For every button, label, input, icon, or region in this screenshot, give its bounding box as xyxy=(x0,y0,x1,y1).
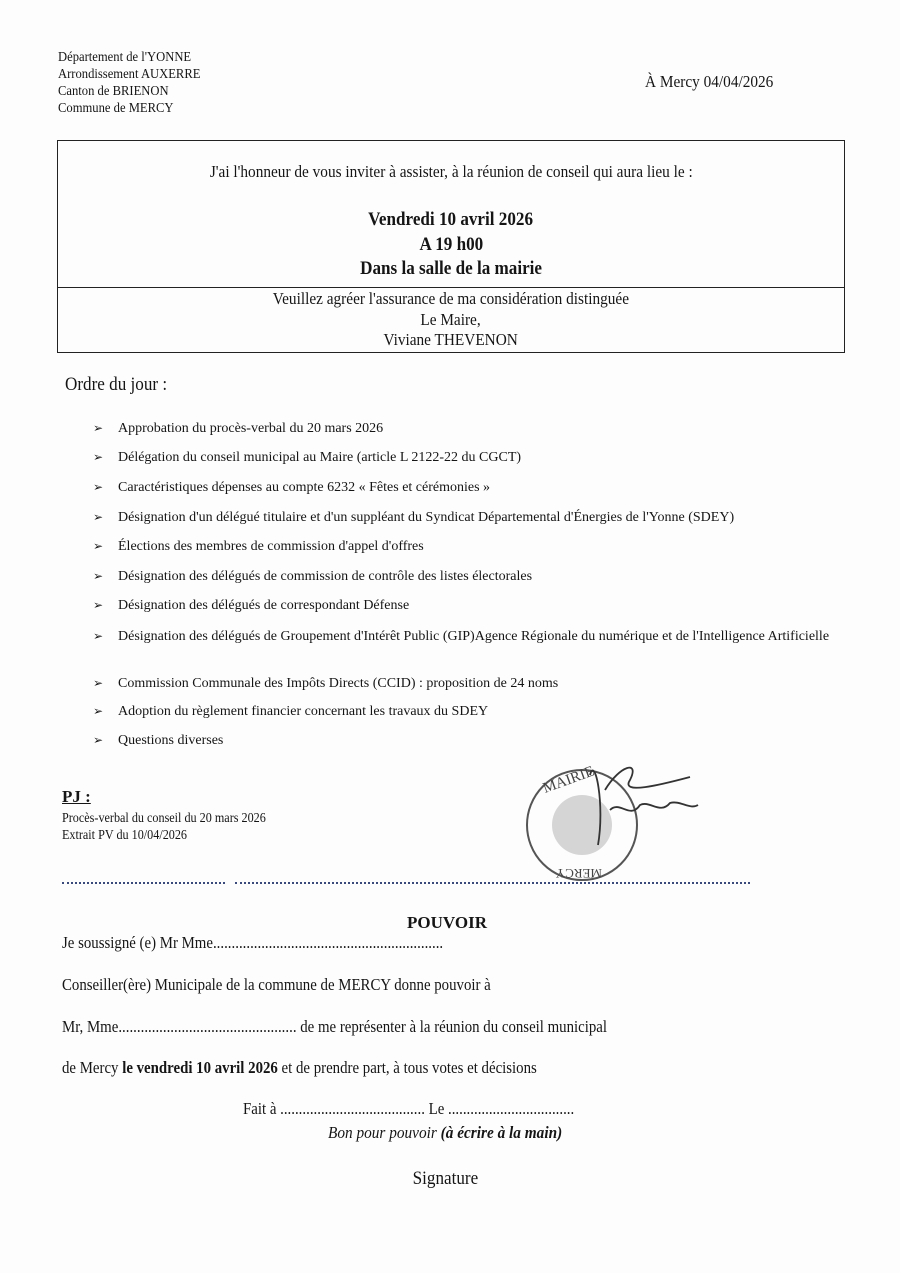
arrow-bullet-icon: ➢ xyxy=(93,569,104,583)
box-divider xyxy=(58,287,844,288)
arrow-bullet-icon: ➢ xyxy=(93,629,104,643)
department-line: Département de l'YONNE xyxy=(58,50,192,65)
proxy-bon-pour-pouvoir: Bon pour pouvoir (à écrire à la main) xyxy=(327,1123,563,1142)
mayor-stamp-signature xyxy=(520,745,710,885)
proxy-place-date: Fait à ....................................... Le .................................. xyxy=(243,1099,575,1118)
arrow-bullet-icon: ➢ xyxy=(93,450,104,464)
arrow-bullet-icon: ➢ xyxy=(93,539,104,553)
proxy-title: POUVOIR xyxy=(407,913,487,932)
invitation-intro: J'ai l'honneur de vous inviter à assister, à la réunion de conseil qui aura lieu le : xyxy=(209,162,693,181)
attachment-item: Extrait PV du 10/04/2026 xyxy=(62,827,188,842)
invitation-box xyxy=(57,140,845,353)
arrow-bullet-icon: ➢ xyxy=(93,704,104,718)
dotted-separator xyxy=(62,882,225,884)
dotted-separator xyxy=(235,882,750,884)
arrow-bullet-icon: ➢ xyxy=(93,598,104,612)
proxy-signature-label: Signature xyxy=(412,1168,478,1189)
meeting-day: Vendredi 10 avril 2026 xyxy=(368,209,534,230)
closing-formula: Veuillez agréer l'assurance de ma considération distinguée xyxy=(272,289,630,308)
proxy-line-signatory: Je soussigné (e) Mr Mme.............................................................. xyxy=(62,933,444,952)
agenda-title: Ordre du jour : xyxy=(65,374,168,395)
stamp-bottom-text: MERCY xyxy=(555,866,602,881)
mayor-role: Le Maire, xyxy=(420,310,482,329)
proxy-line-meeting: de Mercy le vendredi 10 avril 2026 et de prendre part, à tous votes et décisions xyxy=(62,1058,537,1077)
stamp-top-text: MAIRIE xyxy=(540,763,597,797)
arrow-bullet-icon: ➢ xyxy=(93,480,104,494)
letter-date: À Mercy 04/04/2026 xyxy=(645,72,774,91)
commune-line: Commune de MERCY xyxy=(58,101,174,116)
meeting-time: A 19 h00 xyxy=(419,234,483,255)
arrondissement-line: Arrondissement AUXERRE xyxy=(58,67,201,82)
arrow-bullet-icon: ➢ xyxy=(93,421,104,435)
arrow-bullet-icon: ➢ xyxy=(93,676,104,690)
arrow-bullet-icon: ➢ xyxy=(93,733,104,747)
document-page: Département de l'YONNE Arrondissement AUXERRE Canton de BRIENON Commune de MERCY À Mercy 04/04/2026 J'ai l'honneur de vous inviter à assister, à la réunion de conseil qui aura lieu le : Vendredi 10 avril 2026 A 19 h00 Dans la salle de la mairie Veuillez agréer l'assurance de ma considération distinguée Le Maire, Viviane THEVENON Ordre du jour : ➢ Approbation du procès-verbal du 20 mars 2026 ➢ Délégation du conseil municipal au Maire (article L 2122-22 du CGCT) ➢ Caractéristiques dépenses au compte 6232 « Fêtes et cérémonies » ➢ Désignation d'un délégué titulaire et d'un suppléant du Syndicat Départemental d'Énergies de l'Yonne (SDEY) ➢ Élections des membres de commission d'appel d'offres ➢ Désignation des délégués de commission de contrôle des listes électorales ➢ Désignation des délégués de correspondant Défense ➢ Désignation des délégués de Groupement d'Intérêt Public (GIP)Agence Régionale du numérique et de l'Intelligence Artificielle ➢ Commission Communale des Impôts Directs (CCID) : proposition de 24 noms ➢ Adoption du règlement financier concernant les travaux du SDEY ➢ Questions diverses PJ : Procès-verbal du conseil du 20 mars 2026 Extrait PV du 10/04/2026 MAIRIE MERCY POUVOIR Je soussigné (e) Mr Mme.............................................................. Conseiller(ère) Municipale de la commune de MERCY donne pouvoir à Mr, Mme................................................ de me représenter à la réunion du conseil municipal de Mercy le vendredi 10 avril 2026 et de prendre part, à tous votes et décisions Fait à ....................................... Le .................................. Bon pour pouvoir (à écrire à la main) Signature xyxy=(0,0,900,1273)
attachments-title: PJ : xyxy=(62,787,91,806)
proxy-line-representative: Mr, Mme................................................ de me représenter à la réunion du conseil municipal xyxy=(62,1017,608,1036)
stamp-seal-center xyxy=(552,795,612,855)
attachment-item: Procès-verbal du conseil du 20 mars 2026 xyxy=(62,810,266,825)
arrow-bullet-icon: ➢ xyxy=(93,510,104,524)
meeting-place: Dans la salle de la mairie xyxy=(360,258,542,279)
canton-line: Canton de BRIENON xyxy=(58,84,169,99)
proxy-line-councillor: Conseiller(ère) Municipale de la commune de MERCY donne pouvoir à xyxy=(62,975,491,994)
mayor-name: Viviane THEVENON xyxy=(383,330,519,349)
